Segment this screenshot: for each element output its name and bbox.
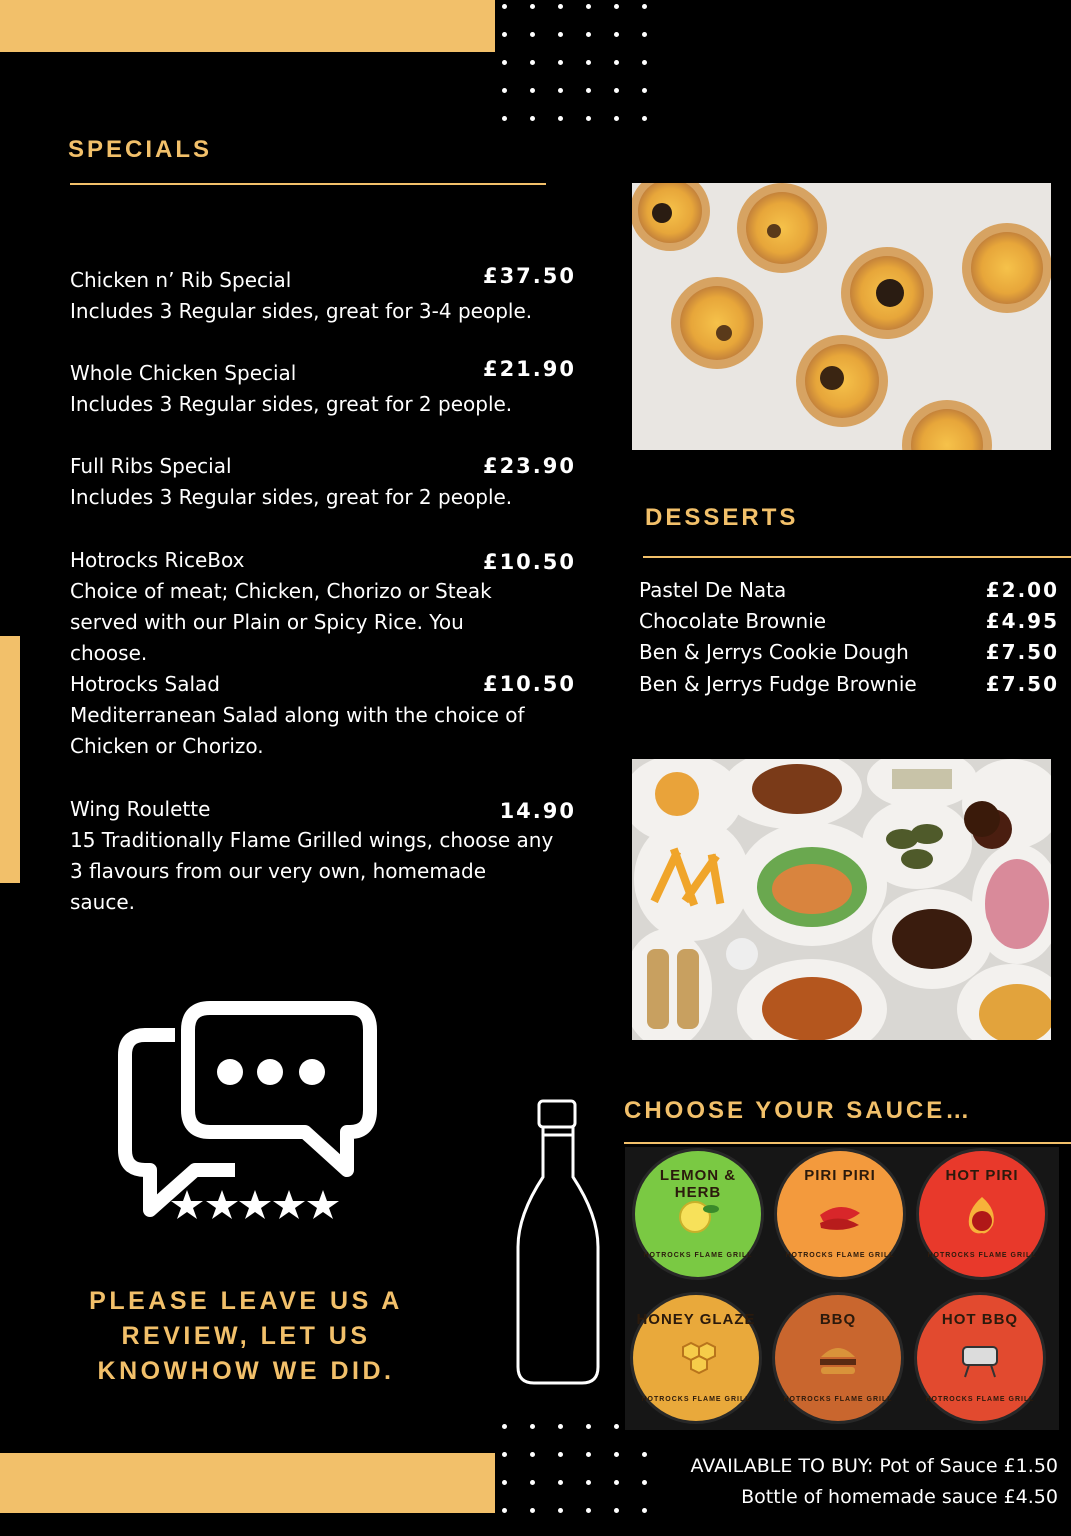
sauce-badge-brand: HOTROCKS FLAME GRILL <box>783 1396 893 1403</box>
dot-pattern-top <box>502 4 670 144</box>
dessert-name: Ben & Jerrys Cookie Dough <box>639 640 909 664</box>
burger-icon <box>813 1339 863 1379</box>
top-accent-band <box>0 0 495 52</box>
dot <box>642 32 647 37</box>
dessert-price: £7.50 <box>985 640 1059 664</box>
dot <box>614 32 619 37</box>
dot <box>642 1480 647 1485</box>
dot <box>642 116 647 121</box>
special-item-6 <box>70 794 576 918</box>
dot <box>558 60 563 65</box>
dot <box>558 88 563 93</box>
dot <box>558 116 563 121</box>
dot <box>614 1424 619 1429</box>
special-item-1 <box>70 265 576 327</box>
special-name: Hotrocks RiceBox <box>70 548 245 572</box>
dot <box>502 32 507 37</box>
dot <box>586 116 591 121</box>
dot <box>586 1424 591 1429</box>
dessert-name: Pastel De Nata <box>639 578 787 602</box>
dessert-name: Chocolate Brownie <box>639 609 827 633</box>
dot <box>530 1508 535 1513</box>
dot <box>614 88 619 93</box>
special-desc: Includes 3 Regular sides, great for 2 people. <box>70 392 513 416</box>
sauce-badge-name: HOT PIRI <box>945 1167 1019 1184</box>
special-desc: Choice of meat; Chicken, Chorizo or Steak served with our Plain or Spicy Rice. You choose. <box>70 579 492 665</box>
sauce-badge-brand: HOTROCKS FLAME GRILL <box>785 1252 895 1259</box>
dot <box>502 1508 507 1513</box>
dot <box>642 1508 647 1513</box>
review-prompt: PLEASE LEAVE US A REVIEW, LET US KNOWHOW WE DID. <box>89 1287 403 1385</box>
dot <box>530 1480 535 1485</box>
chili-icon <box>815 1195 865 1235</box>
dot <box>642 1452 647 1457</box>
sauce-badge-bbq <box>775 1295 901 1421</box>
dot <box>614 60 619 65</box>
special-name: Chicken n’ Rib Special <box>70 268 292 292</box>
sauce-badge-honey-glaze <box>633 1295 759 1421</box>
dot <box>530 32 535 37</box>
dessert-price: £2.00 <box>985 578 1059 602</box>
dot <box>586 1508 591 1513</box>
dot <box>558 1508 563 1513</box>
dot <box>530 1452 535 1457</box>
special-desc: Mediterranean Salad along with the choice of Chicken or Chorizo. <box>70 703 525 758</box>
special-name: Wing Roulette <box>70 797 211 821</box>
fire-pepper-icon <box>957 1195 1007 1235</box>
sauce-badge-hot-piri <box>919 1151 1045 1277</box>
dot <box>502 1424 507 1429</box>
dessert-item-2 <box>639 606 1059 637</box>
special-desc: Includes 3 Regular sides, great for 3-4 people. <box>70 299 533 323</box>
dot <box>530 60 535 65</box>
dot <box>586 88 591 93</box>
sauce-badges-panel <box>625 1147 1059 1430</box>
review-chat-icon <box>115 1000 377 1220</box>
sauce-badge-name: HOT BBQ <box>941 1311 1019 1328</box>
bottom-accent-band <box>0 1453 495 1513</box>
sauce-bottle-icon <box>512 1097 604 1389</box>
special-desc: Includes 3 Regular sides, great for 2 people. <box>70 485 513 509</box>
dot <box>614 4 619 9</box>
grill-icon <box>955 1339 1005 1379</box>
special-price: £21.90 <box>482 357 576 381</box>
dot <box>642 60 647 65</box>
dot <box>614 1508 619 1513</box>
dot <box>558 4 563 9</box>
special-name: Full Ribs Special <box>70 454 232 478</box>
special-name: Whole Chicken Special <box>70 361 297 385</box>
pastel-de-nata-photo <box>632 183 1051 450</box>
desserts-heading: DESSERTS <box>645 504 799 531</box>
sauce-badge-name: PIRI PIRI <box>804 1167 876 1184</box>
special-desc: 15 Traditionally Flame Grilled wings, choose any 3 flavours from our very own, homemade sauce. <box>70 828 554 914</box>
special-item-2 <box>70 358 576 420</box>
dot <box>614 116 619 121</box>
dot <box>530 116 535 121</box>
dot <box>530 88 535 93</box>
special-price: £23.90 <box>482 454 576 478</box>
sauce-badge-brand: HOTROCKS FLAME GRILL <box>927 1252 1037 1259</box>
special-item-5 <box>70 669 576 762</box>
dot <box>530 4 535 9</box>
dot <box>642 4 647 9</box>
honeycomb-icon <box>671 1339 721 1379</box>
side-accent-band <box>0 636 20 883</box>
dessert-price: £4.95 <box>985 609 1059 633</box>
special-item-3 <box>70 451 576 513</box>
special-price: £10.50 <box>482 672 576 696</box>
dot <box>502 116 507 121</box>
dot <box>558 1452 563 1457</box>
special-price: £37.50 <box>482 264 576 288</box>
sauce-badge-brand: HOTROCKS FLAME GRILL <box>643 1252 753 1259</box>
dot <box>642 88 647 93</box>
dot <box>502 1452 507 1457</box>
special-price: 14.90 <box>499 799 576 823</box>
dot <box>558 32 563 37</box>
dessert-item-1 <box>639 575 1059 606</box>
sauce-badge-hot-bbq <box>917 1295 1043 1421</box>
dot <box>614 1452 619 1457</box>
dot <box>502 1480 507 1485</box>
dot <box>558 1480 563 1485</box>
available-to-buy-line-2: Bottle of homemade sauce £4.50 <box>741 1486 1058 1508</box>
dot <box>586 60 591 65</box>
dessert-price: £7.50 <box>985 672 1059 696</box>
sauce-heading: CHOOSE YOUR SAUCE… <box>624 1097 973 1124</box>
sauce-badge-name: BBQ <box>819 1311 857 1328</box>
dot <box>586 1480 591 1485</box>
food-spread-photo <box>632 759 1051 1040</box>
sauce-badge-name: HONEY GLAZE <box>636 1311 756 1328</box>
specials-divider <box>70 183 546 185</box>
dot <box>586 4 591 9</box>
sauce-badge-piri-piri <box>777 1151 903 1277</box>
dot <box>586 1452 591 1457</box>
specials-heading: SPECIALS <box>68 136 213 163</box>
sauce-badge-name: LEMON & HERB <box>659 1167 737 1201</box>
special-item-4 <box>70 545 576 669</box>
lemon-icon <box>673 1195 723 1235</box>
sauce-badge-lemon-herb <box>635 1151 761 1277</box>
dot <box>530 1424 535 1429</box>
dot <box>502 60 507 65</box>
desserts-divider <box>643 556 1071 558</box>
sauce-divider <box>624 1142 1071 1144</box>
dot <box>502 4 507 9</box>
dot <box>614 1480 619 1485</box>
dessert-item-4 <box>639 669 1059 700</box>
dot <box>558 1424 563 1429</box>
sauce-badge-brand: HOTROCKS FLAME GRILL <box>925 1396 1035 1403</box>
dot <box>586 32 591 37</box>
special-price: £10.50 <box>482 550 576 574</box>
available-to-buy-line-1: AVAILABLE TO BUY: Pot of Sauce £1.50 <box>690 1455 1058 1477</box>
dessert-name: Ben & Jerrys Fudge Brownie <box>639 672 917 696</box>
special-name: Hotrocks Salad <box>70 672 220 696</box>
sauce-badge-brand: HOTROCKS FLAME GRILL <box>641 1396 751 1403</box>
dot-pattern-bottom <box>502 1424 670 1536</box>
dot <box>502 88 507 93</box>
dessert-item-3 <box>639 637 1059 668</box>
